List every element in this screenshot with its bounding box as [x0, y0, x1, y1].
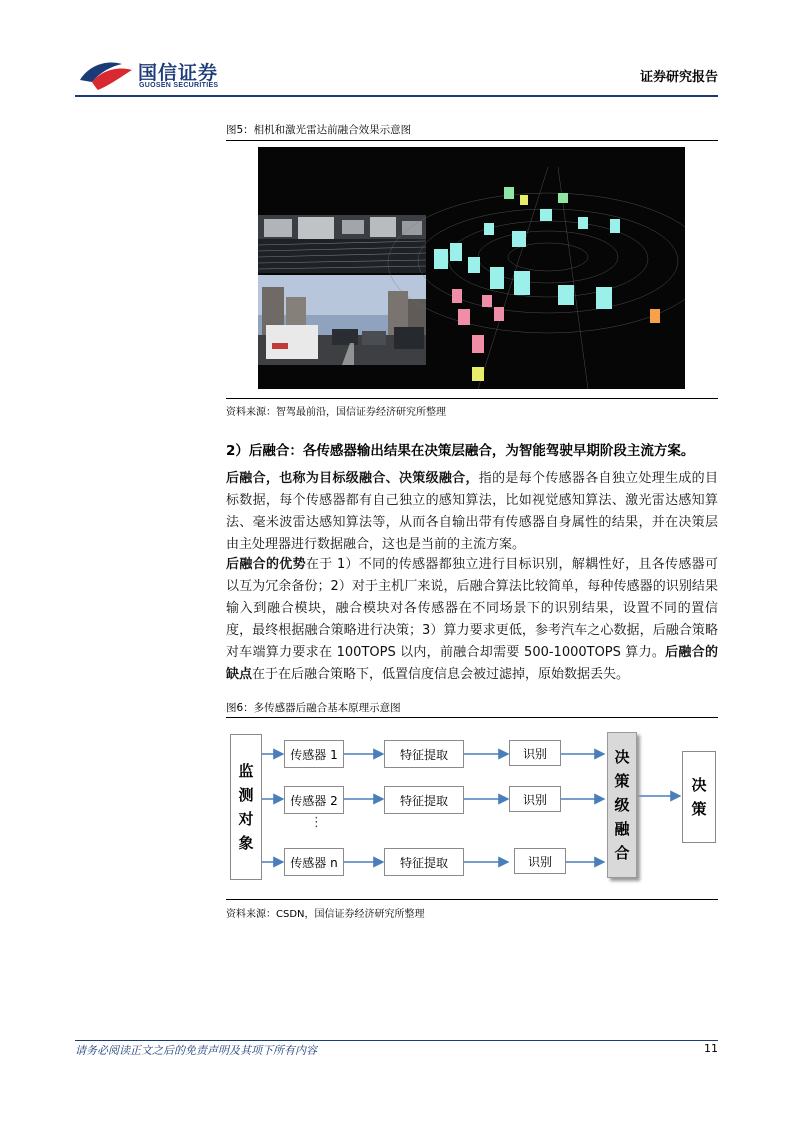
sensor-ellipsis: ⋮	[310, 815, 323, 830]
recognition-2-box	[509, 786, 561, 812]
figure6-caption-rule	[226, 717, 718, 718]
figure6-caption: 图6：多传感器后融合基本原理示意图	[226, 702, 401, 714]
decision-fusion-box	[607, 732, 637, 878]
feature-extraction-1-label: 特征提取	[399, 747, 448, 762]
feature-extraction-n-box	[384, 848, 464, 876]
monitored-object-box	[230, 734, 262, 880]
sensor-2-label: 传感器 2	[290, 793, 338, 808]
footer-disclaimer: 请务必阅读正文之后的免责声明及其项下所有内容	[75, 1044, 317, 1057]
sensor-n-label: 传感器 n	[290, 855, 338, 870]
sensor-n-box	[284, 848, 344, 876]
feature-extraction-1-box	[384, 740, 464, 768]
decision-box	[682, 751, 716, 843]
feature-extraction-2-box	[384, 786, 464, 814]
feature-extraction-2-label: 特征提取	[399, 793, 448, 808]
figure5-caption-rule	[226, 140, 718, 141]
figure5-caption: 图5：相机和激光雷达前融合效果示意图	[226, 124, 412, 136]
recognition-n-box	[514, 848, 566, 874]
feature-extraction-n-label: 特征提取	[399, 855, 448, 870]
paragraph-1	[226, 468, 718, 556]
sensor-2-box	[284, 786, 344, 814]
section-heading: 2）后融合：各传感器输出结果在决策层融合，为智能驾驶早期阶段主流方案。	[226, 443, 695, 459]
decision-label: 决 策	[691, 776, 707, 818]
footer-divider	[75, 1040, 718, 1041]
recognition-2-label: 识别	[522, 792, 547, 807]
decision-fusion-label: 决 策 级 融 合	[614, 748, 630, 862]
page-number: 11	[704, 1042, 718, 1055]
guosen-logo-icon	[78, 58, 134, 92]
sensor-1-label: 传感器 1	[290, 747, 338, 762]
logo-text-cn: 国信证券	[138, 62, 219, 84]
report-type-label: 证券研究报告	[639, 70, 718, 85]
recognition-1-box	[509, 740, 561, 766]
figure6-source-rule	[226, 899, 718, 900]
paragraph-2-lead: 后融合的优势	[226, 557, 306, 572]
recognition-1-label: 识别	[522, 746, 547, 761]
figure6-diagram	[226, 724, 718, 894]
paragraph-1-body: 指的是每个传感器各自独立处理生成的目标数据，每个传感器都有自己独立的感知算法，比如视觉感知算法、激光雷达感知算法、毫米波雷达感知算法等，从而各自输出带有传感器自身属性的结果，并在决策层由主处理器进行数据融合，这也是当前的主流方案。	[226, 471, 718, 552]
header-divider	[75, 95, 718, 97]
logo-text-en: GUOSEN SECURITIES	[139, 82, 219, 89]
paragraph-2	[226, 554, 718, 686]
figure5-source-rule	[226, 398, 718, 399]
paragraph-2-body: 在于 1）不同的传感器都独立进行目标识别，解耦性好，且各传感器可以互为冗余备份；2）对于主机厂来说，后融合算法比较简单，每种传感器的识别结果输入到融合模块，融合模块对各传感器在不同场景下的识别结果，设置不同的置信度，最终根据融合策略进行决策；3）算力要求更低，参考汽车之心数据，后融合策略对车端算力要求在 100TOPS 以内，前融合却需要 500-1000TOPS 算力。	[226, 557, 718, 660]
paragraph-2-lead-2: 后融合的缺点	[226, 645, 718, 682]
lidar-camera-fusion-picture	[258, 147, 685, 389]
figure6-source: 资料来源：CSDN，国信证券经济研究所整理	[226, 909, 425, 920]
figure5-source: 资料来源：智驾最前沿，国信证券经济研究所整理	[226, 407, 446, 418]
sensor-1-box	[284, 740, 344, 768]
recognition-n-label: 识别	[527, 854, 552, 869]
monitored-object-label: 监 测 对 象	[238, 762, 254, 852]
figure5-image	[258, 147, 685, 389]
paragraph-2-body-2: 在于在后融合策略下，低置信度信息会被过滤掉，原始数据丢失。	[252, 667, 630, 682]
paragraph-1-lead: 后融合，也称为目标级融合、决策级融合，	[226, 471, 479, 486]
